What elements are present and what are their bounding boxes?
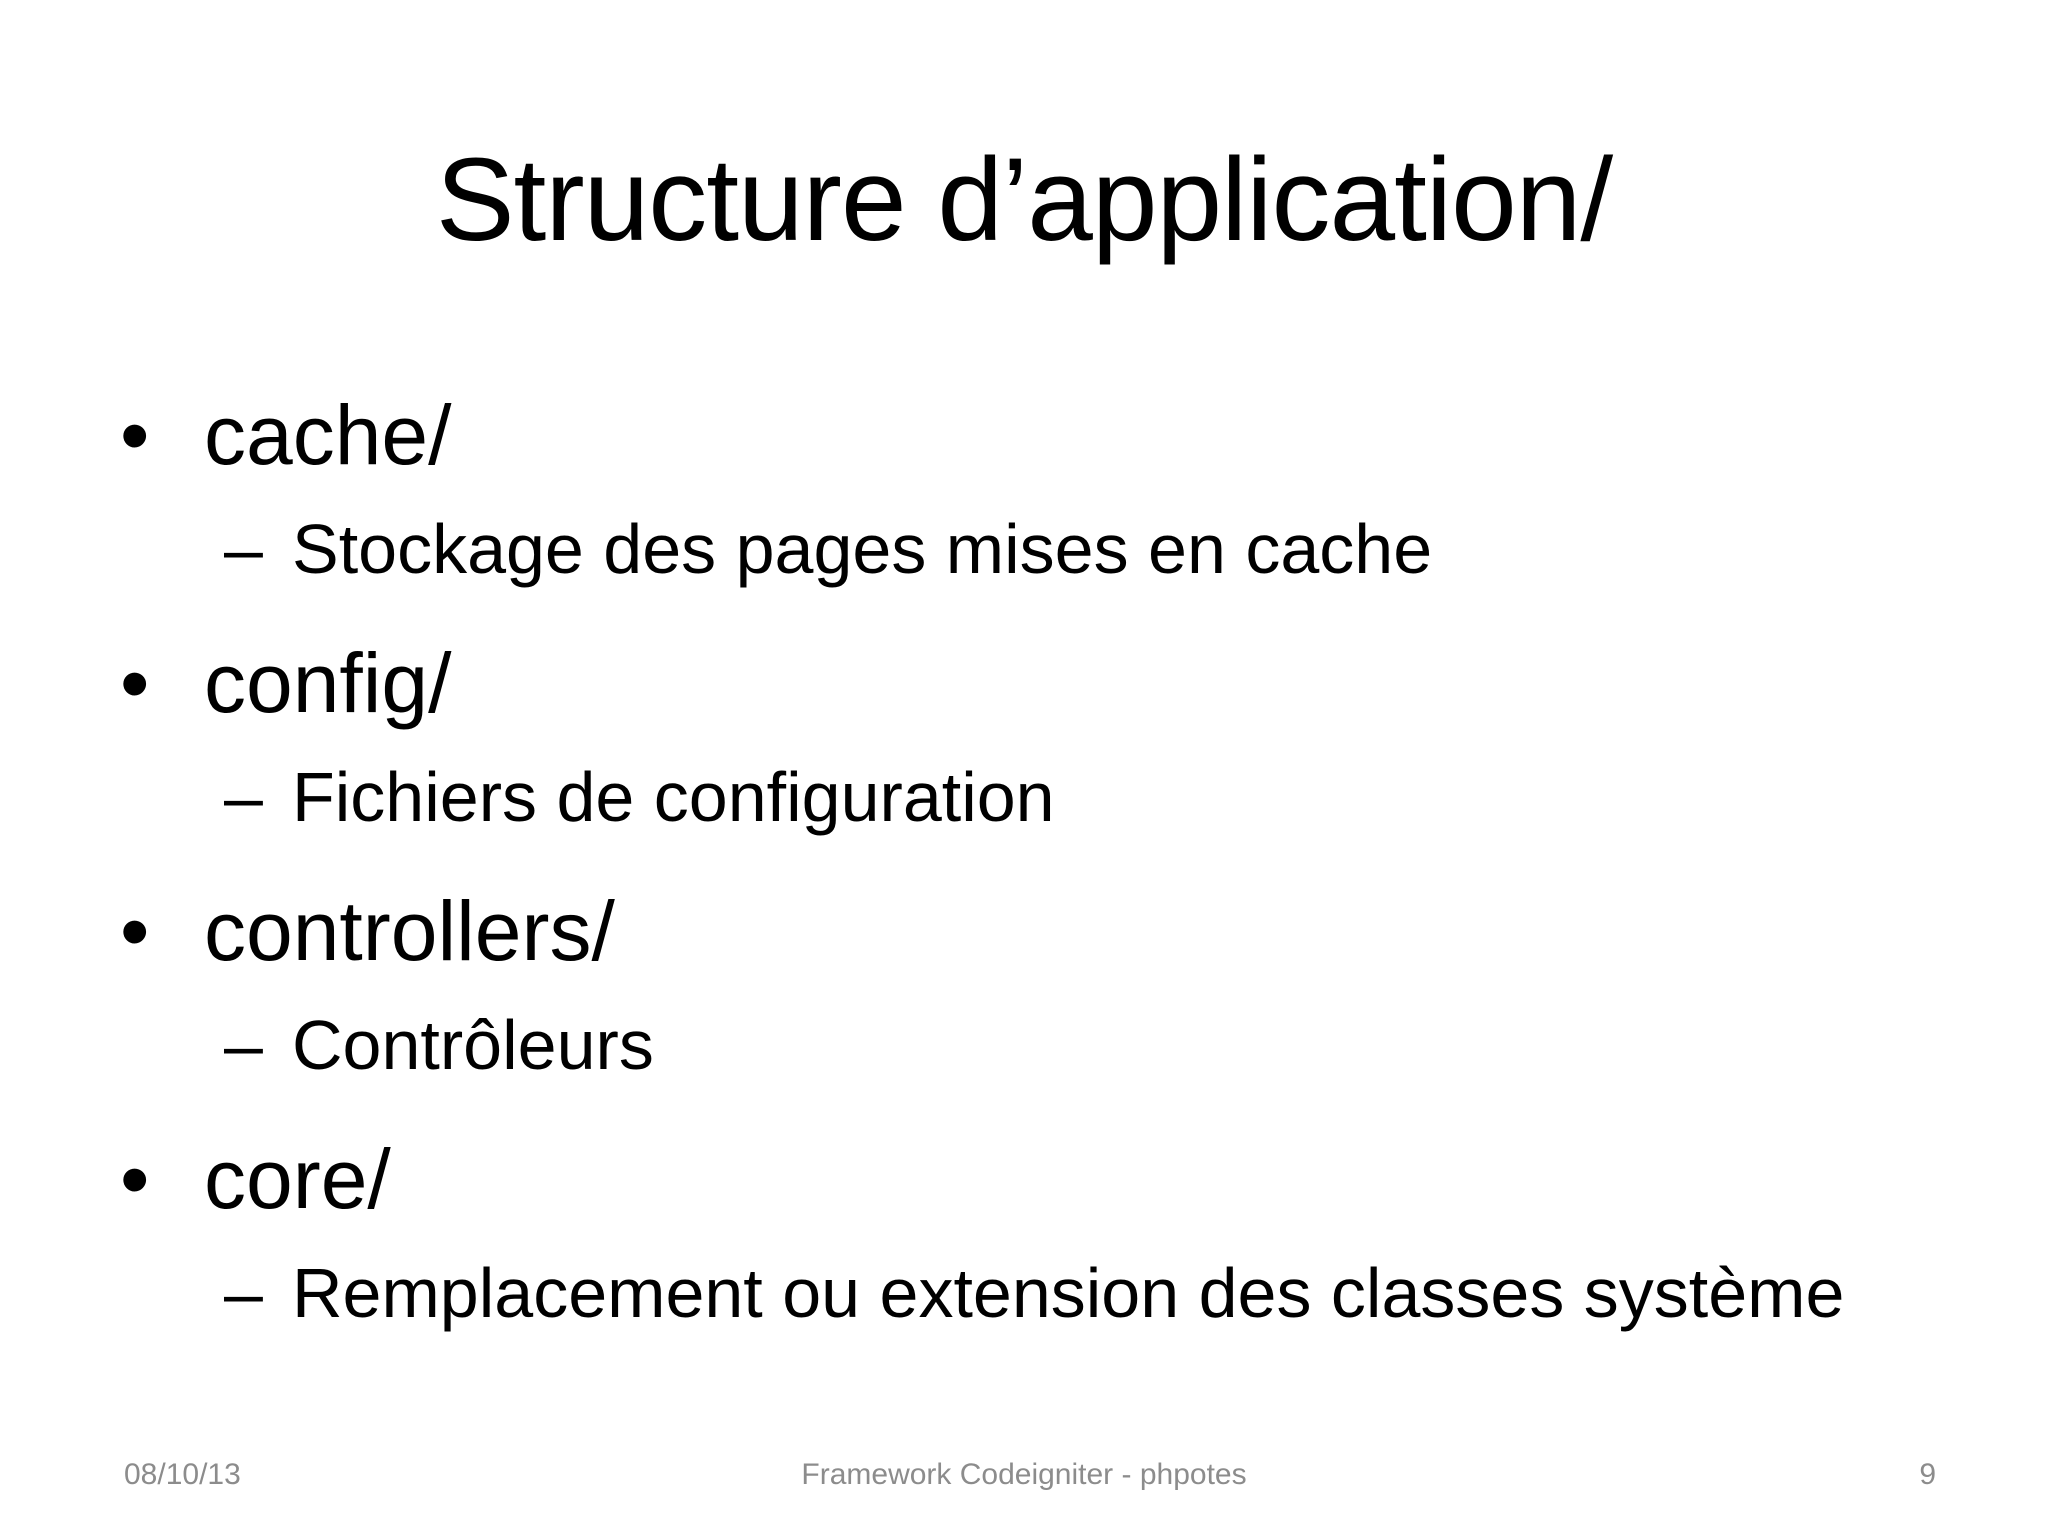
footer-title: Framework Codeigniter - phpotes (801, 1458, 1247, 1491)
sub-bullet-label: Remplacement ou extension des classes système (292, 1254, 1845, 1332)
bullet-icon: • (120, 884, 150, 978)
sub-bullet-item (120, 1234, 1960, 1372)
bullet-label: core/ (204, 1132, 391, 1226)
page-number: 9 (1919, 1458, 1936, 1491)
bullet-label: cache/ (204, 388, 452, 482)
bullet-icon: • (120, 1132, 150, 1226)
sub-bullet-item (120, 738, 1960, 876)
bullet-item (120, 380, 1960, 490)
dash-icon: – (224, 758, 263, 836)
sub-bullet-item (120, 490, 1960, 628)
sub-bullet-item (120, 986, 1960, 1124)
sub-bullet-label: Contrôleurs (292, 1006, 654, 1084)
dash-icon: – (224, 510, 263, 588)
bullet-item (120, 876, 1960, 986)
bullet-item (120, 1124, 1960, 1234)
dash-icon: – (224, 1254, 263, 1332)
bullet-label: controllers/ (204, 884, 615, 978)
slide-content (120, 380, 1960, 1372)
footer-date: 08/10/13 (124, 1458, 241, 1491)
bullet-icon: • (120, 388, 150, 482)
sub-bullet-label: Stockage des pages mises en cache (292, 510, 1433, 588)
dash-icon: – (224, 1006, 263, 1084)
slide-title: Structure d’application/ (435, 134, 1613, 266)
bullet-item (120, 628, 1960, 738)
bullet-label: config/ (204, 636, 452, 730)
sub-bullet-label: Fichiers de configuration (292, 758, 1055, 836)
bullet-icon: • (120, 636, 150, 730)
